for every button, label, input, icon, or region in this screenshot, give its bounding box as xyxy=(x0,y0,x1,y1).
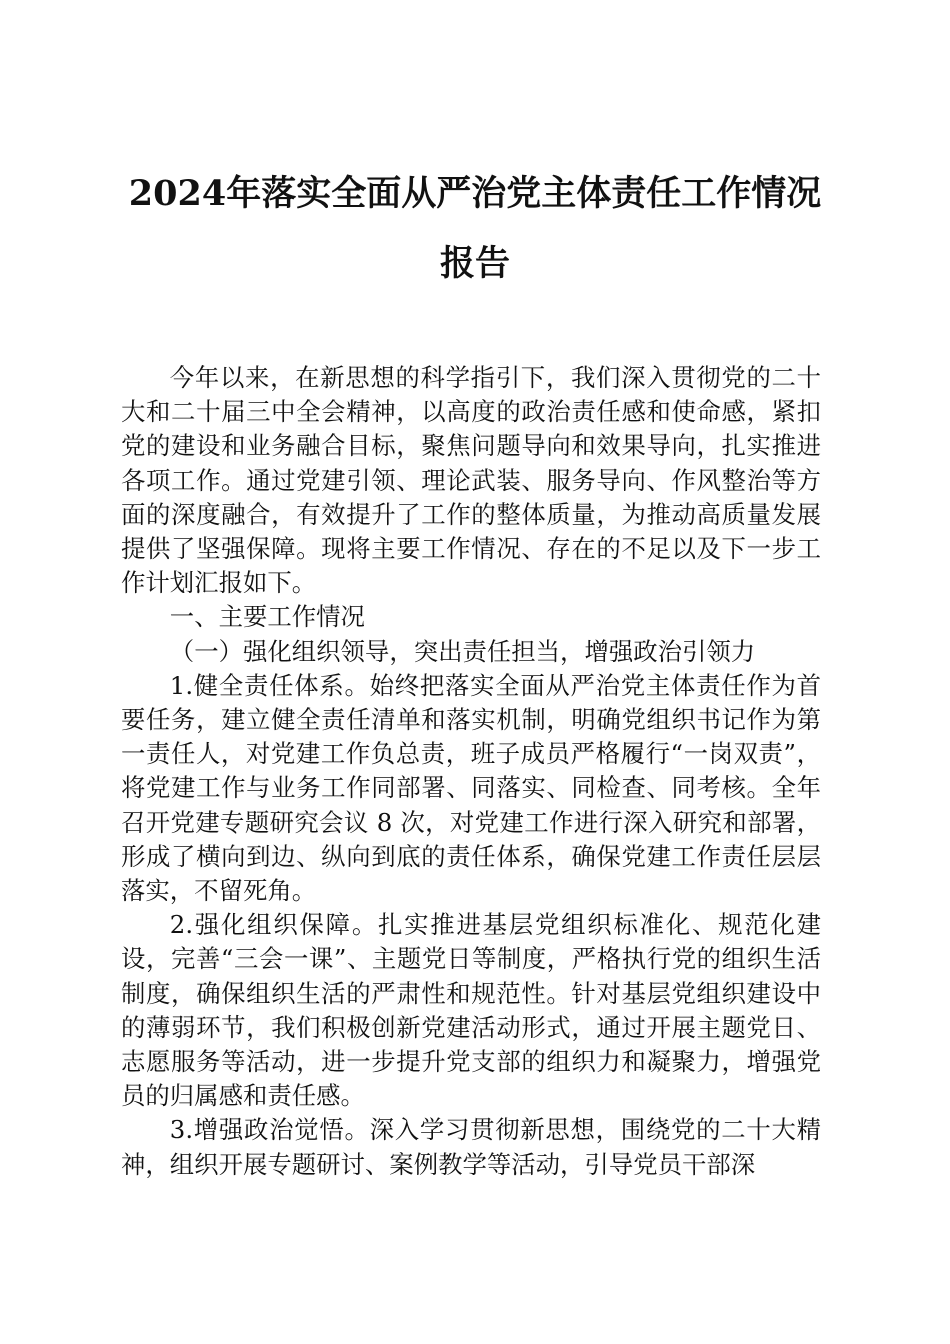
document-title-line-2: 报告 xyxy=(439,243,510,284)
paragraph-2: 2.强化组织保障。扎实推进基层党组织标准化、规范化建设，完善“三会一课”、主题党日等制度，严格执行党的组织生活制度，确保组织生活的严肃性和规范性。针对基层党组织建设中的薄弱环节，我们积极创新党建活动形式，通过开展主题党日、志愿服务等活动，进一步提升党支部的组织力和凝聚力，增强党员的归属感和责任感。 xyxy=(121,910,821,1111)
subsection-heading: （一）强化组织领导，突出责任担当，增强政治引领力 xyxy=(169,636,756,666)
section-heading: 一、主要工作情况 xyxy=(169,602,365,632)
intro-paragraph: 今年以来，在新思想的科学指引下，我们深入贯彻党的二十大和二十届三中全会精神，以高度的政治责任感和使命感，紧扣党的建设和业务融合目标，聚焦问题导向和效果导向，扎实推进各项工作。通过党建引领、理论武装、服务导向、作风整治等方面的深度融合，有效提升了工作的整体质量，为推动高质量发展提供了坚强保障。现将主要工作情况、存在的不足以及下一步工作计划汇报如下。 xyxy=(121,363,821,598)
paragraph-3: 3.增强政治觉悟。深入学习贯彻新思想，围绕党的二十大精神，组织开展专题研讨、案例教学等活动，引导党员干部深 xyxy=(121,1115,821,1179)
document-body xyxy=(121,361,821,1182)
paragraph-1: 1.健全责任体系。始终把落实全面从严治党主体责任作为首要任务，建立健全责任清单和落实机制，明确党组织书记作为第一责任人，对党建工作负总责，班子成员严格履行“一岗双责”，将党建工作与业务工作同部署、同落实、同检查、同考核。全年召开党建专题研究会议 8 次，对党建工作进行深入研究和部署，形成了横向到边、纵向到底的责任体系，确保党建工作责任层层落实，不留死角。 xyxy=(121,670,821,906)
document-title-line-1: 2024年落实全面从严治党主体责任工作情况 xyxy=(128,173,822,214)
